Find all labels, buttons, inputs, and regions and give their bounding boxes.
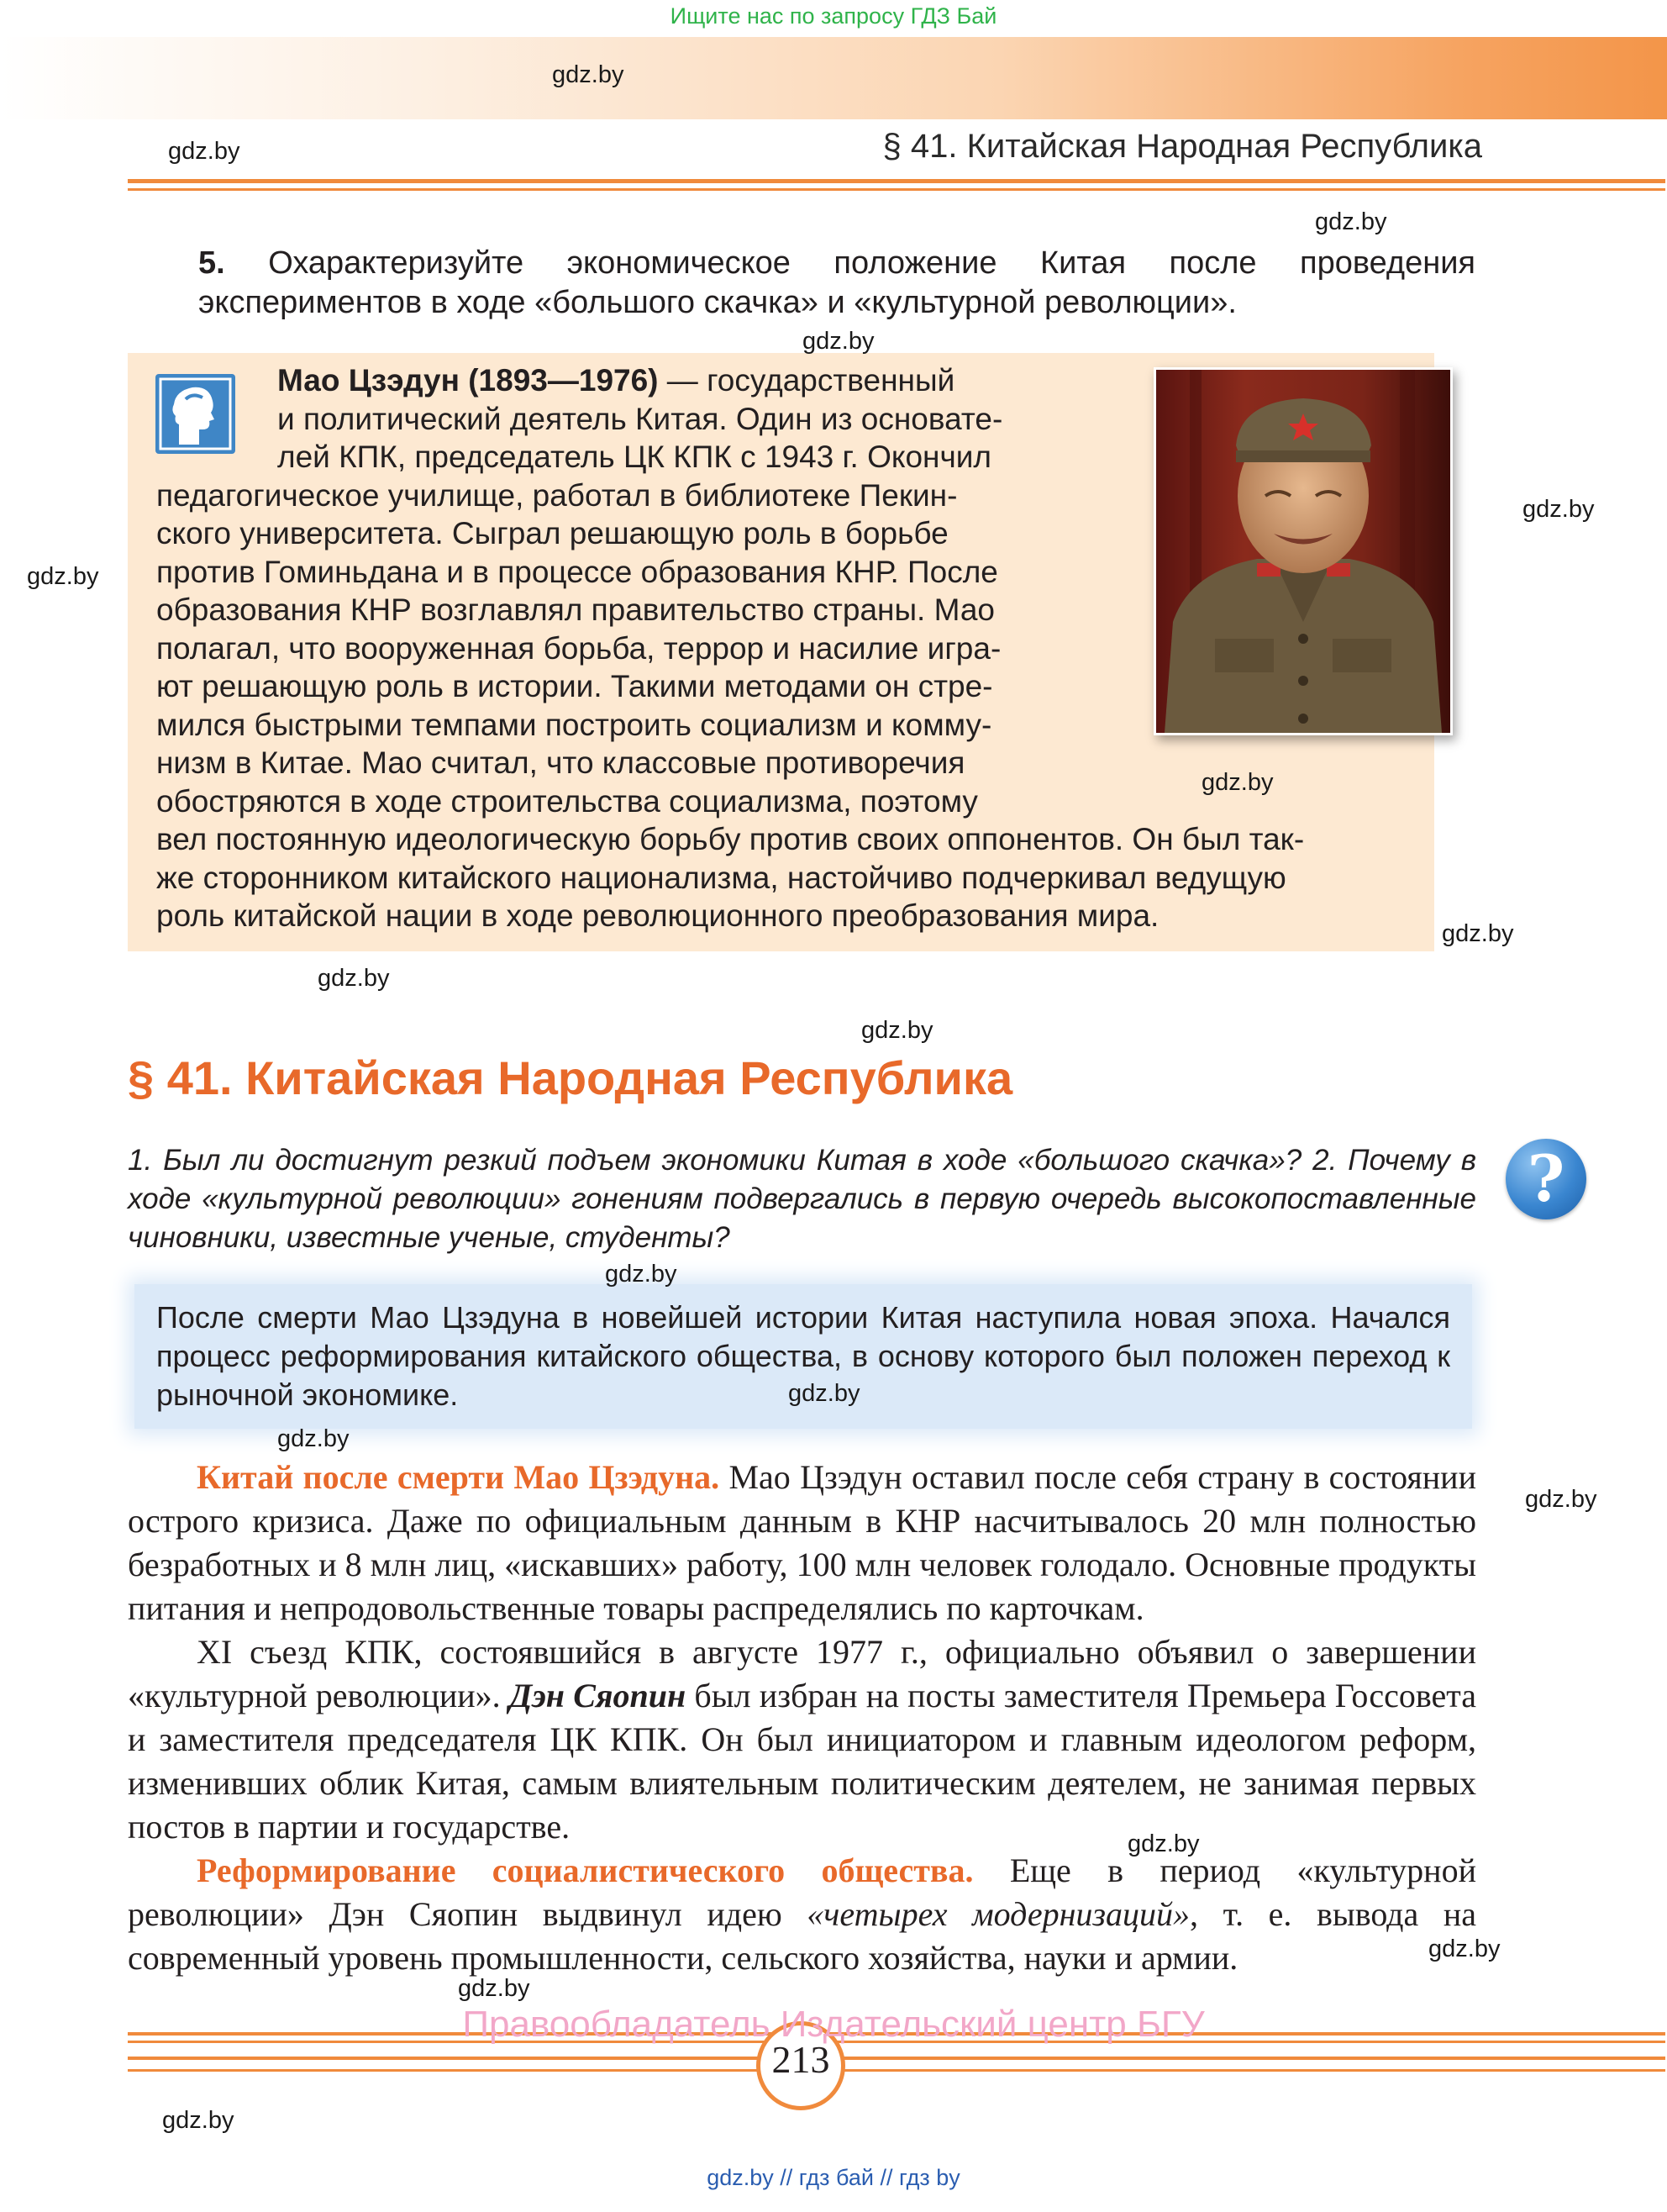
watermark: gdz.by bbox=[552, 61, 624, 88]
paragraph: Китай после смерти Мао Цзэдуна. Мао Цзэдун оставил после себя страну в состоянии острого кризиса. Даже по официальным данным в КНР насчитывалось 20 млн полностью безработных и 8 млн лиц, «искавших» работу, 100 млн человек голодало. Основные продукты питания и непродовольственные товары распределялись по карточкам. bbox=[128, 1458, 1476, 1627]
watermark: gdz.by bbox=[318, 965, 390, 992]
watermark: gdz.by bbox=[277, 1425, 350, 1452]
term: «четырех модернизаций» bbox=[807, 1895, 1191, 1933]
header-rule-thin bbox=[128, 188, 1665, 191]
watermark: gdz.by bbox=[168, 138, 240, 165]
biography-line: же сторонником китайского национализма, настойчиво подчеркивал ведущую bbox=[156, 861, 1286, 895]
watermark: gdz.by bbox=[788, 1380, 860, 1407]
watermark: gdz.by bbox=[605, 1261, 677, 1288]
biography-line: лей КПК, председатель ЦК КПК с 1943 г. Окончил bbox=[277, 440, 992, 474]
watermark: gdz.by bbox=[1315, 208, 1387, 235]
watermark: gdz.by bbox=[27, 563, 99, 590]
section-heading: § 41. Китайская Народная Республика bbox=[128, 1051, 1013, 1104]
watermark: gdz.by bbox=[802, 328, 875, 355]
review-questions: 1. Был ли достигнут резкий подъем экономики Китая в ходе «большого скачка»? 2. Почему в ходе «культурной революции» гонениям подвергались в первую очередь высокопоставленные чиновники, известные ученые, студенты? bbox=[128, 1144, 1476, 1254]
biography-line: образования КНР возглавлял правительство страны. Мао bbox=[156, 592, 996, 627]
watermark: gdz.by bbox=[861, 1017, 933, 1044]
watermark: gdz.by bbox=[1128, 1830, 1200, 1857]
body-text bbox=[128, 1456, 1476, 1980]
intro-text: После смерти Мао Цзэдуна в новейшей истории Китая наступила новая эпоха. Начался процесс реформирования китайского общества, в основу которого был положен переход к рыночной экономике. bbox=[156, 1300, 1450, 1412]
biography-line: обостряются в ходе строительства социализма, поэтому bbox=[156, 784, 978, 819]
biography-line: мился быстрыми темпами построить социализм и комму- bbox=[156, 708, 992, 742]
top-search-banner[interactable]: Ищите нас по запросу ГДЗ Бай bbox=[670, 3, 997, 29]
biography-line: против Гоминьдана и в процессе образования КНР. После bbox=[156, 555, 998, 589]
watermark: gdz.by bbox=[1202, 769, 1274, 796]
biography-line: полагал, что вооруженная борьба, террор и насилие игра- bbox=[156, 631, 1002, 666]
biography-line: Мао Цзэдун (1893—1976) — государственный bbox=[277, 363, 955, 398]
biography-line: педагогическое училище, работал в библиотеке Пекин- bbox=[156, 478, 958, 513]
paragraph-lead: Китай после смерти Мао Цзэдуна. bbox=[197, 1458, 720, 1496]
question-number: 5. bbox=[198, 245, 225, 281]
watermark: gdz.by bbox=[1522, 496, 1595, 523]
footer-rule bbox=[128, 2057, 1665, 2060]
watermark: gdz.by bbox=[1525, 1486, 1597, 1513]
question-text: Охарактеризуйте экономическое положение Китая после проведения экспериментов в ходе «большого скачка» и «культурной революции». bbox=[198, 245, 1475, 320]
biography-name: Мао Цзэдун (1893—1976) bbox=[277, 363, 659, 398]
biography-line: роль китайской нации в ходе революционного преобразования мира. bbox=[156, 898, 1160, 933]
watermark: gdz.by bbox=[1442, 920, 1514, 947]
biography-line: и политический деятель Китая. Один из основате- bbox=[277, 402, 1003, 436]
copyright-watermark: Правообладатель Издательский центр БГУ bbox=[462, 2004, 1205, 2045]
footer-rule bbox=[128, 2069, 1665, 2072]
watermark: gdz.by bbox=[458, 1975, 530, 2002]
person-silhouette-icon bbox=[155, 374, 235, 454]
watermark: gdz.by bbox=[1428, 1936, 1501, 1962]
biography-line: ют решающую роль в истории. Такими методами он стре- bbox=[156, 669, 993, 703]
person-name: Дэн Сяопин bbox=[508, 1677, 686, 1714]
running-title: § 41. Китайская Народная Республика bbox=[882, 128, 1482, 165]
footer-links[interactable]: gdz.by // гдз бай // гдз by bbox=[707, 2165, 960, 2190]
question-mark-icon: ? bbox=[1506, 1139, 1586, 1219]
header-rule bbox=[128, 179, 1665, 183]
biography-line: вел постоянную идеологическую борьбу против своих оппонентов. Он был так- bbox=[156, 822, 1305, 856]
question-5 bbox=[198, 244, 1475, 323]
biography-line: ского университета. Сыграл решающую роль в борьбе bbox=[156, 516, 949, 550]
mao-portrait-photo bbox=[1154, 367, 1453, 735]
page-number: 213 bbox=[771, 2038, 830, 2081]
paragraph: Реформирование социалистического общества. Еще в период «культурной революции» Дэн Сяопин выдвинул идею «четырех модернизаций», т. е. вывода на современный уровень промышленности, сельского хозяйства, науки и армии. bbox=[128, 1851, 1477, 1977]
watermark: gdz.by bbox=[162, 2107, 234, 2134]
paragraph: XI съезд КПК, состоявшийся в августе 1977 г., официально объявил о завершении «культурной революции». Дэн Сяопин был избран на посты заместителя Премьера Госсовета и заместителя председателя ЦК КПК. Он был инициатором и главным идеологом реформ, изменивших облик Китая, самым влиятельным политическим деятелем, не занимая первых постов в партии и государстве. bbox=[128, 1633, 1476, 1846]
paragraph-lead: Реформирование социалистического общества. bbox=[197, 1851, 974, 1889]
biography-line: низм в Китае. Мао считал, что классовые противоречия bbox=[156, 745, 965, 780]
header-band bbox=[0, 37, 1667, 119]
